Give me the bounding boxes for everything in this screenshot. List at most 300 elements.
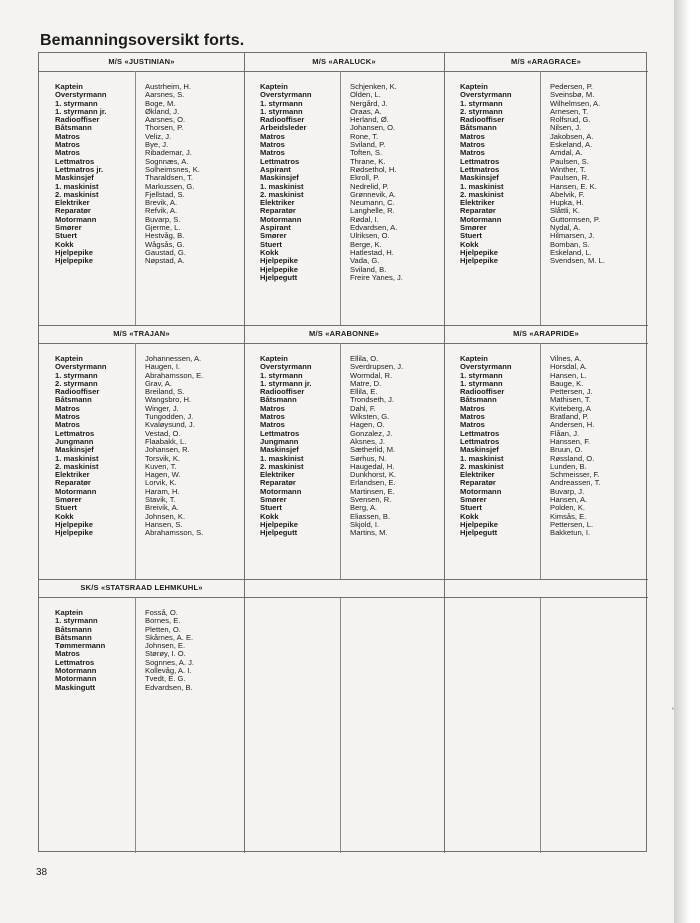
crew-role: Stuert: [460, 232, 482, 241]
crew-name: Wangsbro, H.: [145, 396, 192, 405]
role-name-divider: [340, 597, 341, 853]
crew-row: [39, 116, 244, 124]
crew-name: Størøy, I. O.: [145, 650, 186, 659]
crew-row: [444, 388, 648, 396]
crew-name: Svensen, R.: [350, 496, 392, 505]
crew-row: [39, 232, 244, 240]
crew-row: [244, 430, 444, 438]
crew-row: [244, 446, 444, 454]
ship-section: [39, 325, 244, 579]
crew-name: Martins, M.: [350, 529, 388, 538]
crew-name: Bratland, P.: [550, 413, 589, 422]
crew-role: Lettmatros jr.: [55, 165, 104, 174]
crew-name: Pettersen, J.: [550, 388, 593, 397]
crew-role: Overstyrmann: [55, 91, 107, 100]
crew-role: Lettmatros: [55, 157, 95, 166]
crew-name: Rolfsrud, G.: [550, 116, 591, 125]
crew-role: Båtsmann: [55, 625, 92, 634]
crew-row: [444, 191, 648, 199]
crew-row: [444, 232, 648, 240]
crew-name: Kollevåg, A. I.: [145, 667, 192, 676]
crew-row: [444, 257, 648, 265]
crew-role: Radiooffiser: [260, 116, 305, 125]
crew-name: Nydal, A.: [550, 224, 581, 233]
crew-name: Vestad, O.: [145, 429, 181, 438]
crew-row: [444, 158, 648, 166]
crew-role: 2. styrmann: [55, 379, 98, 388]
crew-role: 2. maskinist: [460, 462, 504, 471]
crew-row: [39, 675, 244, 683]
crew-row: [244, 380, 444, 388]
crew-row: [444, 496, 648, 504]
crew-row: [39, 199, 244, 207]
crew-name: Toften, S.: [350, 149, 383, 158]
crew-role: Reparatør: [460, 207, 496, 216]
crew-row: [39, 659, 244, 667]
page-edge-shadow: [674, 0, 700, 923]
crew-row: [444, 413, 648, 421]
crew-role: 1. styrmann jr.: [260, 379, 312, 388]
crew-row: [39, 634, 244, 642]
crew-name: Johansen, R.: [145, 446, 190, 455]
crew-role: Matros: [260, 404, 285, 413]
crew-role: Kaptein: [55, 609, 83, 617]
crew-role: Matros: [460, 404, 485, 413]
crew-row: [444, 479, 648, 487]
crew-name: Nøpstad, A.: [145, 257, 185, 266]
crew-role: Motormann: [260, 487, 302, 496]
crew-role: Overstyrmann: [55, 363, 107, 372]
crew-row: [244, 438, 444, 446]
crew-name: Ekroll, P.: [350, 174, 380, 183]
crew-role: Kokk: [55, 240, 74, 249]
crew-name: Bauge, K.: [550, 379, 584, 388]
crew-row: [444, 430, 648, 438]
crew-name: Røssland, O.: [550, 454, 595, 463]
crew-name: Berge, K.: [350, 240, 382, 249]
crew-role: 2. maskinist: [55, 190, 99, 199]
crew-role: Kokk: [460, 512, 479, 521]
crew-name: Herland, Ø.: [350, 116, 389, 125]
crew-row: [244, 108, 444, 116]
crew-row: [244, 488, 444, 496]
crew-role: Elektriker: [55, 471, 90, 480]
crew-role: Matros: [460, 413, 485, 422]
crew-row: [39, 124, 244, 132]
crew-role: Elektriker: [460, 471, 495, 480]
crew-row: [244, 413, 444, 421]
crew-name: Flåan, J.: [550, 429, 580, 438]
crew-name: Tungodden, J.: [145, 413, 194, 422]
crew-row: [244, 496, 444, 504]
crew-row: [444, 149, 648, 157]
crew-role: Motormann: [260, 215, 302, 224]
crew-name: Thrane, K.: [350, 157, 386, 166]
crew-role: 1. styrmann: [460, 371, 503, 380]
crew-name: Olden, L.: [350, 91, 381, 100]
crew-name: Wiksten, G.: [350, 413, 390, 422]
crew-name: Slåttli, K.: [550, 207, 580, 216]
crew-name: Nergård, J.: [350, 99, 388, 108]
crew-row: [444, 116, 648, 124]
crew-role: Maskinsjef: [260, 446, 299, 455]
crew-row: [244, 257, 444, 265]
crew-role: 1. styrmann: [260, 371, 303, 380]
crew-name: Stavik, T.: [145, 496, 176, 505]
crew-row: [244, 224, 444, 232]
crew-role: Lettmatros: [460, 165, 500, 174]
crew-name: Winger, J.: [145, 404, 179, 413]
crew-role: Overstyrmann: [260, 363, 312, 372]
crew-name: Sviland, P.: [350, 141, 386, 150]
crew-row: [244, 249, 444, 257]
crew-name: Tharaldsen, T.: [145, 174, 193, 183]
crew-role: Smører: [260, 496, 287, 505]
crew-row: [39, 183, 244, 191]
crew-row: [444, 438, 648, 446]
crew-row: [39, 191, 244, 199]
crew-role: Kaptein: [460, 355, 488, 363]
crew-name: Oraas, A.: [350, 107, 382, 116]
crew-name: Trondseth, J.: [350, 396, 395, 405]
crew-role: Matros: [55, 413, 80, 422]
ship-section: [444, 325, 648, 579]
crew-name: Bye, J.: [145, 141, 169, 150]
crew-row: [39, 471, 244, 479]
role-name-divider: [340, 343, 341, 579]
crew-row: [39, 249, 244, 257]
crew-role: Stuert: [260, 504, 282, 513]
crew-name: Jakobsen, A.: [550, 132, 594, 141]
crew-role: Kokk: [55, 512, 74, 521]
crew-name: Matre, D.: [350, 379, 382, 388]
crew-row: [39, 455, 244, 463]
crew-name: Abrahamsson, E.: [145, 371, 204, 380]
ship-section: [39, 579, 244, 853]
crew-name: Pettersen, L.: [550, 520, 594, 529]
crew-role: Reparatør: [260, 207, 296, 216]
crew-role: 1. styrmann: [55, 371, 98, 380]
role-name-divider: [540, 343, 541, 579]
crew-list: [39, 609, 244, 692]
crew-row: [444, 199, 648, 207]
crew-name: Wilhelmsen, A.: [550, 99, 601, 108]
page-title: Bemanningsoversikt forts.: [40, 32, 245, 49]
crew-name: Horsdal, A.: [550, 363, 588, 372]
crew-row: [39, 626, 244, 634]
crew-role: Båtsmann: [260, 396, 297, 405]
crew-role: Jungmann: [55, 437, 94, 446]
crew-role: Smører: [55, 224, 82, 233]
crew-name: Hilmarsen, J.: [550, 232, 595, 241]
crew-name: Abelvik, F.: [550, 190, 585, 199]
crew-row: [39, 388, 244, 396]
crew-name: Pedersen, P.: [550, 83, 593, 91]
ship-section: [39, 53, 244, 325]
crew-role: Motormann: [55, 667, 97, 676]
role-name-divider: [340, 71, 341, 325]
crew-row: [39, 529, 244, 537]
crew-row: [244, 124, 444, 132]
crew-role: Hjelpegutt: [460, 529, 498, 538]
crew-row: [39, 380, 244, 388]
crew-name: Pletten, O.: [145, 625, 181, 634]
crew-row: [244, 100, 444, 108]
crew-row: [244, 463, 444, 471]
crew-role: Hjelpepike: [55, 520, 93, 529]
crew-row: [39, 413, 244, 421]
crew-row: [244, 216, 444, 224]
crew-name: Neumann, C.: [350, 199, 395, 208]
crew-name: Rødal, I.: [350, 215, 379, 224]
crew-role: 1. maskinist: [55, 454, 99, 463]
crew-role: Arbeidsleder: [260, 124, 307, 133]
crew-role: Matros: [55, 132, 80, 141]
crew-role: Kokk: [260, 512, 279, 521]
crew-role: 1. maskinist: [55, 182, 99, 191]
crew-name: Gjerme, L.: [145, 224, 181, 233]
crew-name: Nedrelid, P.: [350, 182, 389, 191]
crew-row: [39, 108, 244, 116]
crew-role: Hjelpegutt: [260, 273, 298, 282]
crew-role: Kaptein: [460, 83, 488, 91]
crew-name: Berg, A.: [350, 504, 378, 513]
crew-name: Eskeland, L.: [550, 248, 592, 257]
crew-role: Lettmatros: [460, 157, 500, 166]
crew-row: [39, 430, 244, 438]
crew-role: Overstyrmann: [460, 363, 512, 372]
crew-name: Rødsethol, H.: [350, 165, 397, 174]
crew-row: [444, 363, 648, 371]
role-name-divider: [135, 71, 136, 325]
crew-row: [444, 455, 648, 463]
crew-list: [444, 83, 648, 266]
column-divider: [444, 53, 445, 853]
crew-name: Brevik, A.: [145, 199, 178, 208]
crew-role: Matros: [260, 132, 285, 141]
crew-name: Erlandsen, E.: [350, 479, 396, 488]
crew-row: [244, 191, 444, 199]
role-name-divider: [540, 71, 541, 325]
crew-row: [244, 174, 444, 182]
crew-name: Aksnes, J.: [350, 437, 386, 446]
role-name-divider: [135, 597, 136, 853]
crew-row: [244, 83, 444, 91]
crew-role: Lettmatros: [460, 437, 500, 446]
crew-name: Tvedt, E. G.: [145, 675, 186, 684]
crew-name: Johnsen, K.: [145, 512, 186, 521]
crew-role: Elektriker: [260, 199, 295, 208]
crew-name: Schmeisser, F.: [550, 471, 600, 480]
crew-role: 2. maskinist: [460, 190, 504, 199]
crew-name: Johnsen, E.: [145, 642, 186, 651]
crew-role: Kokk: [260, 248, 279, 257]
crew-row: [39, 91, 244, 99]
crew-row: [444, 471, 648, 479]
crew-row: [444, 91, 648, 99]
crew-row: [39, 521, 244, 529]
crew-row: [444, 529, 648, 537]
crew-row: [39, 488, 244, 496]
crew-name: Wågsås, G.: [145, 240, 185, 249]
crew-name: Bruun, O.: [550, 446, 583, 455]
crew-name: Grav, A.: [145, 379, 172, 388]
crew-role: Hjelpepike: [460, 248, 498, 257]
crew-name: Gaustad, G.: [145, 248, 186, 257]
crew-row: [444, 141, 648, 149]
crew-row: [444, 207, 648, 215]
crew-row: [244, 421, 444, 429]
ship-name: M/S «ARAGRACE»: [444, 53, 648, 72]
row-divider: [39, 579, 648, 580]
crew-row: [444, 100, 648, 108]
crew-name: Eskeland, A.: [550, 141, 593, 150]
crew-name: Økland, J.: [145, 107, 180, 116]
crew-role: Overstyrmann: [260, 91, 312, 100]
crew-name: Lorvik, K.: [145, 479, 177, 488]
crew-role: Hjelpepike: [460, 257, 498, 266]
ship-name: M/S «ARABONNE»: [244, 325, 444, 344]
crew-name: Austrheim, H.: [145, 83, 191, 91]
crew-name: Freire Yanes, J.: [350, 273, 403, 282]
crew-name: Skjold, I.: [350, 520, 380, 529]
crew-row: [444, 224, 648, 232]
crew-name: Hansen, A.: [550, 496, 588, 505]
crew-role: Jungmann: [260, 437, 299, 446]
crew-name: Grønnevik, A.: [350, 190, 396, 199]
crew-role: Motormann: [55, 215, 97, 224]
crew-role: Matros: [260, 149, 285, 158]
crew-row: [39, 479, 244, 487]
crew-row: [39, 241, 244, 249]
crew-role: 1. styrmann jr.: [55, 107, 107, 116]
crew-role: 1. styrmann: [460, 379, 503, 388]
crew-row: [244, 158, 444, 166]
crew-role: Reparatør: [55, 479, 91, 488]
crew-list: [444, 355, 648, 538]
crew-name: Martinsen, E.: [350, 487, 395, 496]
crew-row: [444, 183, 648, 191]
crew-role: Kaptein: [260, 83, 288, 91]
crew-role: 1. maskinist: [260, 454, 304, 463]
crew-role: Radiooffiser: [460, 388, 505, 397]
crew-role: 1. styrmann: [460, 99, 503, 108]
crew-name: Rone, T.: [350, 132, 379, 141]
crew-row: [444, 446, 648, 454]
crew-name: Wormdal, R.: [350, 371, 393, 380]
crew-role: Hjelpepike: [55, 529, 93, 538]
crew-name: Fjellstad, S.: [145, 190, 185, 199]
crew-row: [444, 396, 648, 404]
crew-row: [39, 642, 244, 650]
crew-row: [244, 241, 444, 249]
crew-row: [444, 513, 648, 521]
crew-role: Reparatør: [55, 207, 91, 216]
crew-role: Lettmatros: [260, 429, 300, 438]
crew-role: Maskinsjef: [260, 174, 299, 183]
crew-role: Aspirant: [260, 224, 291, 233]
crew-role: Hjelpepike: [260, 520, 298, 529]
crew-row: [39, 149, 244, 157]
crew-list: [244, 83, 444, 282]
crew-role: Maskinsjef: [460, 446, 499, 455]
crew-name: Andersen, H.: [550, 421, 595, 430]
margin-mark: ': [672, 706, 674, 716]
crew-role: Båtsmann: [460, 396, 497, 405]
crew-row: [244, 529, 444, 537]
page-number: 38: [36, 867, 48, 878]
crew-row: [444, 405, 648, 413]
crew-name: Schjenken, K.: [350, 83, 397, 91]
crew-row: [244, 183, 444, 191]
crew-name: Ulriksen, O.: [350, 232, 390, 241]
crew-row: [244, 207, 444, 215]
crew-row: [39, 513, 244, 521]
crew-row: [39, 216, 244, 224]
crew-name: Thorsen, P.: [145, 124, 184, 133]
crew-row: [444, 355, 648, 363]
crew-role: 2. maskinist: [260, 190, 304, 199]
crew-row: [39, 609, 244, 617]
crew-name: Haugen, I.: [145, 363, 181, 372]
crew-name: Gonzalez, J.: [350, 429, 393, 438]
crew-name: Andreassen, T.: [550, 479, 601, 488]
crew-name: Hanssen, F.: [550, 437, 591, 446]
crew-name: Sætherlid, M.: [350, 446, 396, 455]
crew-row: [444, 166, 648, 174]
crew-role: Matros: [260, 413, 285, 422]
crew-name: Edvardsen, B.: [145, 683, 193, 692]
crew-row: [39, 174, 244, 182]
crew-role: Elektriker: [260, 471, 295, 480]
crew-name: Sørhus, N.: [350, 454, 387, 463]
crew-row: [39, 100, 244, 108]
crew-name: Haram, H.: [145, 487, 180, 496]
crew-role: Aspirant: [260, 165, 291, 174]
crew-name: Guttormsen, P.: [550, 215, 601, 224]
crew-row: [444, 372, 648, 380]
crew-name: Veliz, J.: [145, 132, 172, 141]
crew-row: [244, 405, 444, 413]
crew-role: Elektriker: [55, 199, 90, 208]
crew-list: [39, 355, 244, 538]
crew-role: 1. maskinist: [260, 182, 304, 191]
crew-row: [444, 504, 648, 512]
crew-role: Matros: [260, 141, 285, 150]
crew-row: [39, 166, 244, 174]
crew-name: Hestvåg, B.: [145, 232, 185, 241]
crew-role: Reparatør: [460, 479, 496, 488]
crew-name: Sverdrupsen, J.: [350, 363, 404, 372]
crew-row: [444, 174, 648, 182]
crew-name: Nilsen, J.: [550, 124, 582, 133]
crew-name: Ellila, E.: [350, 388, 378, 397]
crew-name: Boge, M.: [145, 99, 176, 108]
crew-role: Hjelpepike: [260, 257, 298, 266]
ship-section: [244, 53, 444, 325]
crew-role: Lettmatros: [55, 658, 95, 667]
crew-row: [244, 266, 444, 274]
crew-role: Overstyrmann: [460, 91, 512, 100]
crew-name: Mathisen, T.: [550, 396, 591, 405]
ship-name: M/S «JUSTINIAN»: [39, 53, 244, 72]
crew-role: Smører: [460, 224, 487, 233]
crew-row: [444, 463, 648, 471]
crew-role: 2. maskinist: [260, 462, 304, 471]
crew-name: Hansen, L.: [550, 371, 587, 380]
crew-row: [39, 405, 244, 413]
crew-row: [244, 141, 444, 149]
